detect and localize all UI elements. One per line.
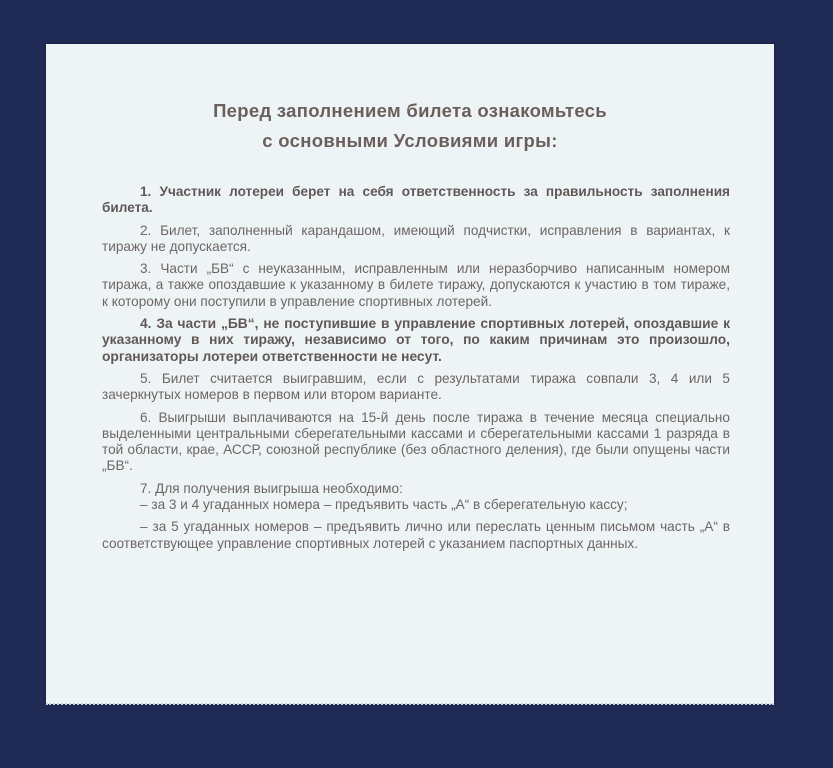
ticket-paper bbox=[46, 44, 774, 704]
rule-7: 7. Для получения выигрыша необходимо: bbox=[140, 480, 403, 496]
rule-6: 6. Выигрыши выплачиваются на 15-й день после тиража в течение месяца специально выделенными центральными сберегательными кассами и сберегательными кассами 1 разряда в той области, крае, АССР, союзной республике (без областного деления), где были опущены части „БВ“. bbox=[102, 409, 730, 474]
rule-3: 3. Части „БВ“ с неуказанным, исправленным или неразборчиво написанным номером тиража, а также опоздавшие к указанному в билете тиражу, допускаются к участию в том тираже, к которому они поступили в управление спортивных лотерей. bbox=[102, 261, 730, 309]
rule-2: 2. Билет, заполненный карандашом, имеющий подчистки, исправления в вариантах, к тиражу не допускается. bbox=[102, 222, 730, 254]
sub-rule-1: – за 3 и 4 угаданных номера – предъявить часть „А“ в сберегательную кассу; bbox=[140, 497, 628, 513]
rules-text bbox=[102, 184, 730, 552]
title-line-1: Перед заполнением билета ознакомьтесь bbox=[213, 100, 607, 121]
perforation-line bbox=[46, 703, 774, 705]
rule-1: 1. Участник лотереи берет на себя ответственность за правильность заполнения билета. bbox=[102, 184, 730, 216]
sub-rule-2: – за 5 угаданных номеров – предъявить лично или переслать ценным письмом часть „А“ в соответствующее управление спортивных лотерей с указанием паспортных данных. bbox=[102, 519, 730, 551]
rule-5: 5. Билет считается выигравшим, если с результатами тиража совпали 3, 4 или 5 зачеркнутых номеров в первом или втором варианте. bbox=[102, 370, 730, 403]
title-line-2: с основными Условиями игры: bbox=[262, 130, 558, 151]
rule-4: 4. За части „БВ“, не поступившие в управление спортивных лотерей, опоздавшие к указанному в них тиражу, независимо от того, по каким причинам это произошло, организаторы лотереи ответственности не несут. bbox=[102, 316, 730, 364]
page-title bbox=[46, 96, 774, 156]
